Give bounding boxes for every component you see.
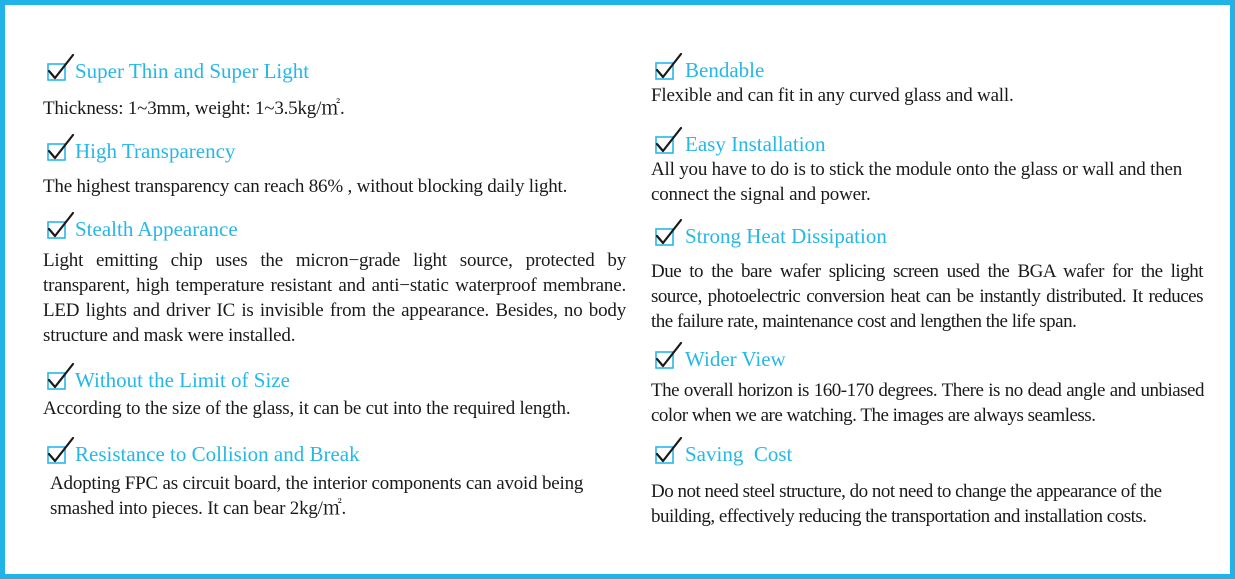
- checkbox-tick-icon: [651, 436, 683, 466]
- feature-description: According to the size of the glass, it can be cut into the required length.: [43, 398, 571, 419]
- checkbox-tick-icon: [43, 211, 75, 241]
- feature-title: Resistance to Collision and Break: [75, 442, 360, 466]
- feature-easy-installation: [651, 126, 1206, 207]
- feature-title: Saving Cost: [685, 442, 793, 466]
- feature-description: Thickness: 1~3mm, weight: 1~3.5kg/㎡.: [43, 98, 345, 119]
- feature-title: Wider View: [685, 347, 786, 371]
- checkbox-tick-icon: [651, 341, 683, 371]
- feature-description: Adopting FPC as circuit board, the interior components can avoid being smashed into pieces. It can bear 2kg/㎡.: [50, 473, 584, 519]
- feature-high-transparency: [43, 133, 628, 199]
- feature-super-thin: [43, 53, 628, 121]
- checkbox-tick-icon: [651, 126, 683, 156]
- checkbox-tick-icon: [651, 52, 683, 82]
- feature-title: High Transparency: [75, 139, 236, 163]
- feature-wider-view: [651, 341, 1204, 428]
- feature-description: The overall horizon is 160-170 degrees. There is no dead angle and unbiased color when we are watching. The images are always seamless.: [651, 380, 1204, 426]
- feature-description: Light emitting chip uses the micron−grade light source, protected by transparent, high temperature resistant and anti−static waterproof membrane. LED lights and driver IC is invisible from the appearance. Besides, no body structure and mask were installed.: [43, 250, 626, 346]
- feature-description: Flexible and can fit in any curved glass and wall.: [651, 85, 1014, 106]
- checkbox-tick-icon: [43, 362, 75, 392]
- feature-heat-dissipation: [651, 218, 1203, 334]
- feature-title: Without the Limit of Size: [75, 368, 290, 392]
- feature-title: Super Thin and Super Light: [75, 59, 310, 83]
- feature-description: The highest transparency can reach 86% , without blocking daily light.: [43, 176, 568, 197]
- feature-stealth-appearance: [43, 211, 626, 348]
- feature-description: All you have to do is to stick the module onto the glass or wall and then connect the signal and power.: [651, 159, 1183, 205]
- feature-title: Strong Heat Dissipation: [685, 224, 887, 248]
- checkbox-tick-icon: [651, 218, 683, 248]
- feature-description: Due to the bare wafer splicing screen used the BGA wafer for the light source, photoelectric conversion heat can be instantly distributed. It reduces the failure rate, maintenance cost and lengthen the life span.: [651, 261, 1203, 332]
- feature-title: Easy Installation: [685, 132, 826, 156]
- feature-description: Do not need steel structure, do not need to change the appearance of the building, effectively reducing the transportation and installation costs.: [651, 481, 1162, 527]
- feature-collision-resistance: [43, 436, 628, 521]
- feature-title: Bendable: [685, 58, 765, 82]
- feature-saving-cost: [651, 436, 1206, 529]
- feature-bendable: [651, 52, 1206, 108]
- checkbox-tick-icon: [43, 53, 75, 83]
- feature-without-size-limit: [43, 362, 628, 421]
- checkbox-tick-icon: [43, 133, 75, 163]
- checkbox-tick-icon: [43, 436, 75, 466]
- feature-title: Stealth Appearance: [75, 217, 238, 241]
